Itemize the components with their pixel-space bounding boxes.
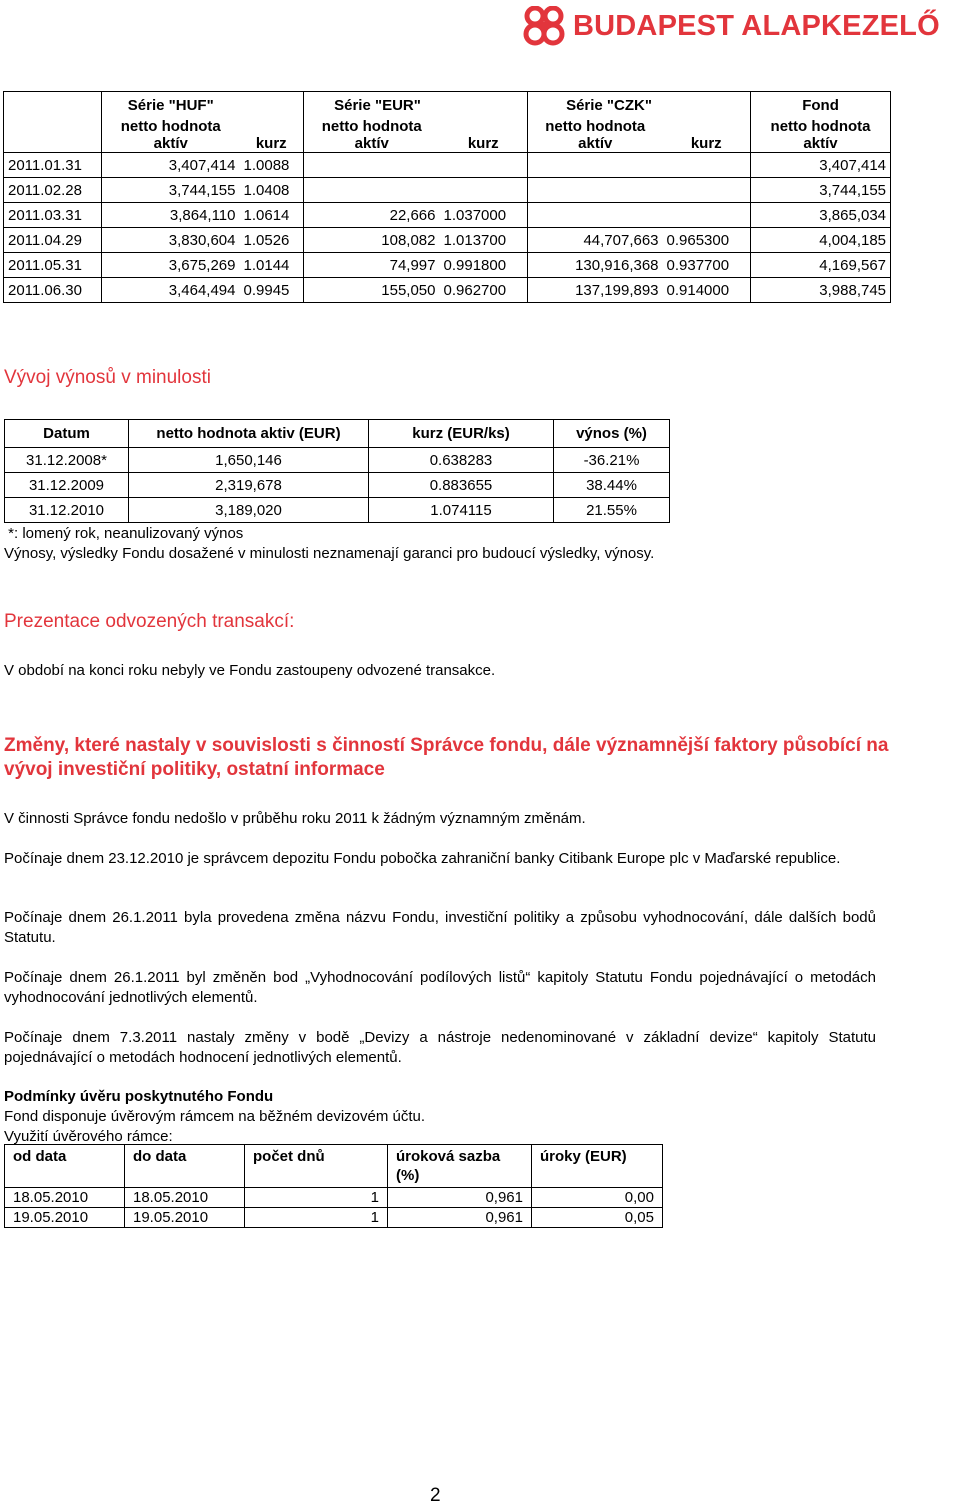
eur-kurz-cell: 1.013700: [440, 228, 528, 253]
czk-nav-cell: 44,707,663: [528, 228, 663, 253]
czk-kurz-cell: [663, 203, 751, 228]
eur-kurz-cell: 0.962700: [440, 278, 528, 303]
czk-kurz-header: kurz: [663, 114, 751, 153]
fond-nav-cell: 3,407,414: [751, 153, 891, 178]
eur-kurz-cell: [440, 153, 528, 178]
changes-p3: Počínaje dnem 26.1.2011 byla provedena změna názvu Fondu, investiční politiky a způsobu vyhodnocování, dále dalších bodů Statutu.: [4, 909, 876, 946]
nav-table-row: [4, 203, 891, 228]
fond-nav-cell: 4,169,567: [751, 253, 891, 278]
loan-rate-cell: 0,961: [388, 1188, 532, 1208]
czk-nav-header: netto hodnota aktív: [528, 114, 663, 153]
eur-nav-cell: 155,050: [304, 278, 440, 303]
czk-nav-cell: 137,199,893: [528, 278, 663, 303]
budapest-logo-icon: [521, 6, 567, 46]
loan-days-cell: 1: [245, 1188, 388, 1208]
yield-nav-cell: 3,189,020: [129, 498, 369, 523]
history-title: Vývoj výnosů v minulosti: [4, 367, 211, 388]
eur-kurz-header: kurz: [440, 114, 528, 153]
yield-date-cell: 31.12.2010: [5, 498, 129, 523]
czk-kurz-cell: 0.914000: [663, 278, 751, 303]
yield-table-row: [5, 498, 670, 523]
eur-nav-cell: 74,997: [304, 253, 440, 278]
nav-table-row: [4, 278, 891, 303]
huf-kurz-cell: 1.0144: [240, 253, 304, 278]
loan-days-cell: 1: [245, 1208, 388, 1228]
footnote: *: lomený rok, neanulizovaný výnos: [8, 525, 244, 542]
eur-nav-cell: [304, 178, 440, 203]
czk-kurz-cell: 0.965300: [663, 228, 751, 253]
yield-kurz-cell: 1.074115: [369, 498, 554, 523]
fond-nav-cell: 3,865,034: [751, 203, 891, 228]
yield-table: [4, 419, 670, 523]
huf-kurz-cell: 1.0408: [240, 178, 304, 203]
nav-table-row: [4, 228, 891, 253]
loan-from-cell: 18.05.2010: [5, 1188, 125, 1208]
nav-table: [3, 91, 891, 303]
huf-kurz-header: kurz: [240, 114, 304, 153]
nav-table-row: [4, 253, 891, 278]
page-number: 2: [430, 1485, 441, 1506]
huf-nav-cell: 3,744,155: [102, 178, 240, 203]
yield-header-kurz: kurz (EUR/ks): [369, 420, 554, 448]
changes-title: Změny, které nastaly v souvislosti s činností Správce fondu, dále významnější faktory působící na vývoj investiční politiky, ostatní informace: [4, 735, 889, 780]
nav-date-cell: 2011.05.31: [4, 253, 102, 278]
huf-nav-cell: 3,407,414: [102, 153, 240, 178]
huf-nav-cell: 3,830,604: [102, 228, 240, 253]
loan-interest-cell: 0,00: [532, 1188, 663, 1208]
yield-header-nav: netto hodnota aktiv (EUR): [129, 420, 369, 448]
eur-nav-cell: 22,666: [304, 203, 440, 228]
czk-nav-cell: [528, 203, 663, 228]
loan-table-row: [5, 1188, 663, 1208]
huf-nav-cell: 3,464,494: [102, 278, 240, 303]
yield-header-date: Datum: [5, 420, 129, 448]
loan-line2: Využití úvěrového rámce:: [4, 1128, 173, 1145]
nav-date-cell: 2011.01.31: [4, 153, 102, 178]
fond-header: Fond: [751, 92, 891, 115]
company-logo: [521, 6, 940, 46]
loan-header-interest: úroky (EUR): [532, 1145, 663, 1188]
loan-header-from: od data: [5, 1145, 125, 1188]
fond-nav-cell: 3,988,745: [751, 278, 891, 303]
yield-kurz-cell: 0.883655: [369, 473, 554, 498]
yield-date-cell: 31.12.2008*: [5, 448, 129, 473]
yield-value-cell: 38.44%: [554, 473, 670, 498]
nav-date-cell: 2011.04.29: [4, 228, 102, 253]
eur-nav-cell: 108,082: [304, 228, 440, 253]
logo-text: BUDAPEST ALAPKEZELŐ: [573, 10, 940, 42]
nav-table-row: [4, 153, 891, 178]
yield-nav-cell: 2,319,678: [129, 473, 369, 498]
yield-value-cell: -36.21%: [554, 448, 670, 473]
nav-date-cell: 2011.03.31: [4, 203, 102, 228]
czk-kurz-cell: 0.937700: [663, 253, 751, 278]
yield-header-yield: výnos (%): [554, 420, 670, 448]
huf-nav-cell: 3,864,110: [102, 203, 240, 228]
eur-series-header: Série "EUR": [304, 92, 528, 115]
huf-kurz-cell: 1.0088: [240, 153, 304, 178]
huf-kurz-cell: 1.0614: [240, 203, 304, 228]
huf-kurz-cell: 1.0526: [240, 228, 304, 253]
loan-header-rate: úroková sazba (%): [388, 1145, 532, 1188]
loan-interest-cell: 0,05: [532, 1208, 663, 1228]
eur-nav-cell: [304, 153, 440, 178]
yield-table-row: [5, 473, 670, 498]
czk-kurz-cell: [663, 153, 751, 178]
changes-p5: Počínaje dnem 7.3.2011 nastaly změny v bodě „Devizy a nástroje nedenominované v základní devize“ kapitoly Statutu pojednávající o metodách hodnocení jednotlivých elementů.: [4, 1029, 876, 1066]
czk-nav-cell: 130,916,368: [528, 253, 663, 278]
yield-value-cell: 21.55%: [554, 498, 670, 523]
loan-table-row: [5, 1208, 663, 1228]
yield-nav-cell: 1,650,146: [129, 448, 369, 473]
huf-nav-cell: 3,675,269: [102, 253, 240, 278]
changes-p1: V činnosti Správce fondu nedošlo v průběhu roku 2011 k žádným významným změnám.: [4, 810, 586, 827]
loan-header-days: počet dnů: [245, 1145, 388, 1188]
changes-p4: Počínaje dnem 26.1.2011 byl změněn bod „Vyhodnocování podílových listů“ kapitoly Statutu Fondu pojednávající o metodách vyhodnocování jednotlivých elementů.: [4, 969, 876, 1006]
yield-date-cell: 31.12.2009: [5, 473, 129, 498]
loan-to-cell: 19.05.2010: [125, 1208, 245, 1228]
huf-nav-header: netto hodnota aktív: [102, 114, 240, 153]
changes-p2: Počínaje dnem 23.12.2010 je správcem depozitu Fondu pobočka zahraniční banky Citibank Europe plc v Maďarské republice.: [4, 850, 841, 867]
nav-date-cell: 2011.06.30: [4, 278, 102, 303]
loan-table: [4, 1144, 663, 1228]
czk-nav-cell: [528, 178, 663, 203]
czk-nav-cell: [528, 153, 663, 178]
loan-to-cell: 18.05.2010: [125, 1188, 245, 1208]
fond-nav-cell: 3,744,155: [751, 178, 891, 203]
nav-date-cell: 2011.02.28: [4, 178, 102, 203]
loan-header-to: do data: [125, 1145, 245, 1188]
loan-line1: Fond disponuje úvěrovým rámcem na běžném devizovém účtu.: [4, 1108, 426, 1125]
derivatives-text: V období na konci roku nebyly ve Fondu zastoupeny odvozené transakce.: [4, 662, 496, 679]
yield-kurz-cell: 0.638283: [369, 448, 554, 473]
loan-from-cell: 19.05.2010: [5, 1208, 125, 1228]
eur-kurz-cell: 1.037000: [440, 203, 528, 228]
czk-series-header: Série "CZK": [528, 92, 751, 115]
huf-kurz-cell: 0.9945: [240, 278, 304, 303]
eur-kurz-cell: 0.991800: [440, 253, 528, 278]
fond-nav-cell: 4,004,185: [751, 228, 891, 253]
disclaimer: Výnosy, výsledky Fondu dosažené v minulosti neznamenají garanci pro budoucí výsledky, výnosy.: [4, 545, 655, 562]
loan-title: Podmínky úvěru poskytnutého Fondu: [4, 1088, 274, 1105]
huf-series-header: Série "HUF": [102, 92, 240, 115]
nav-table-row: [4, 178, 891, 203]
czk-kurz-cell: [663, 178, 751, 203]
derivatives-title: Prezentace odvozených transakcí:: [4, 611, 295, 632]
eur-nav-header: netto hodnota aktív: [304, 114, 440, 153]
yield-table-row: [5, 448, 670, 473]
eur-kurz-cell: [440, 178, 528, 203]
loan-rate-cell: 0,961: [388, 1208, 532, 1228]
fond-nav-header: netto hodnota aktív: [751, 114, 891, 153]
